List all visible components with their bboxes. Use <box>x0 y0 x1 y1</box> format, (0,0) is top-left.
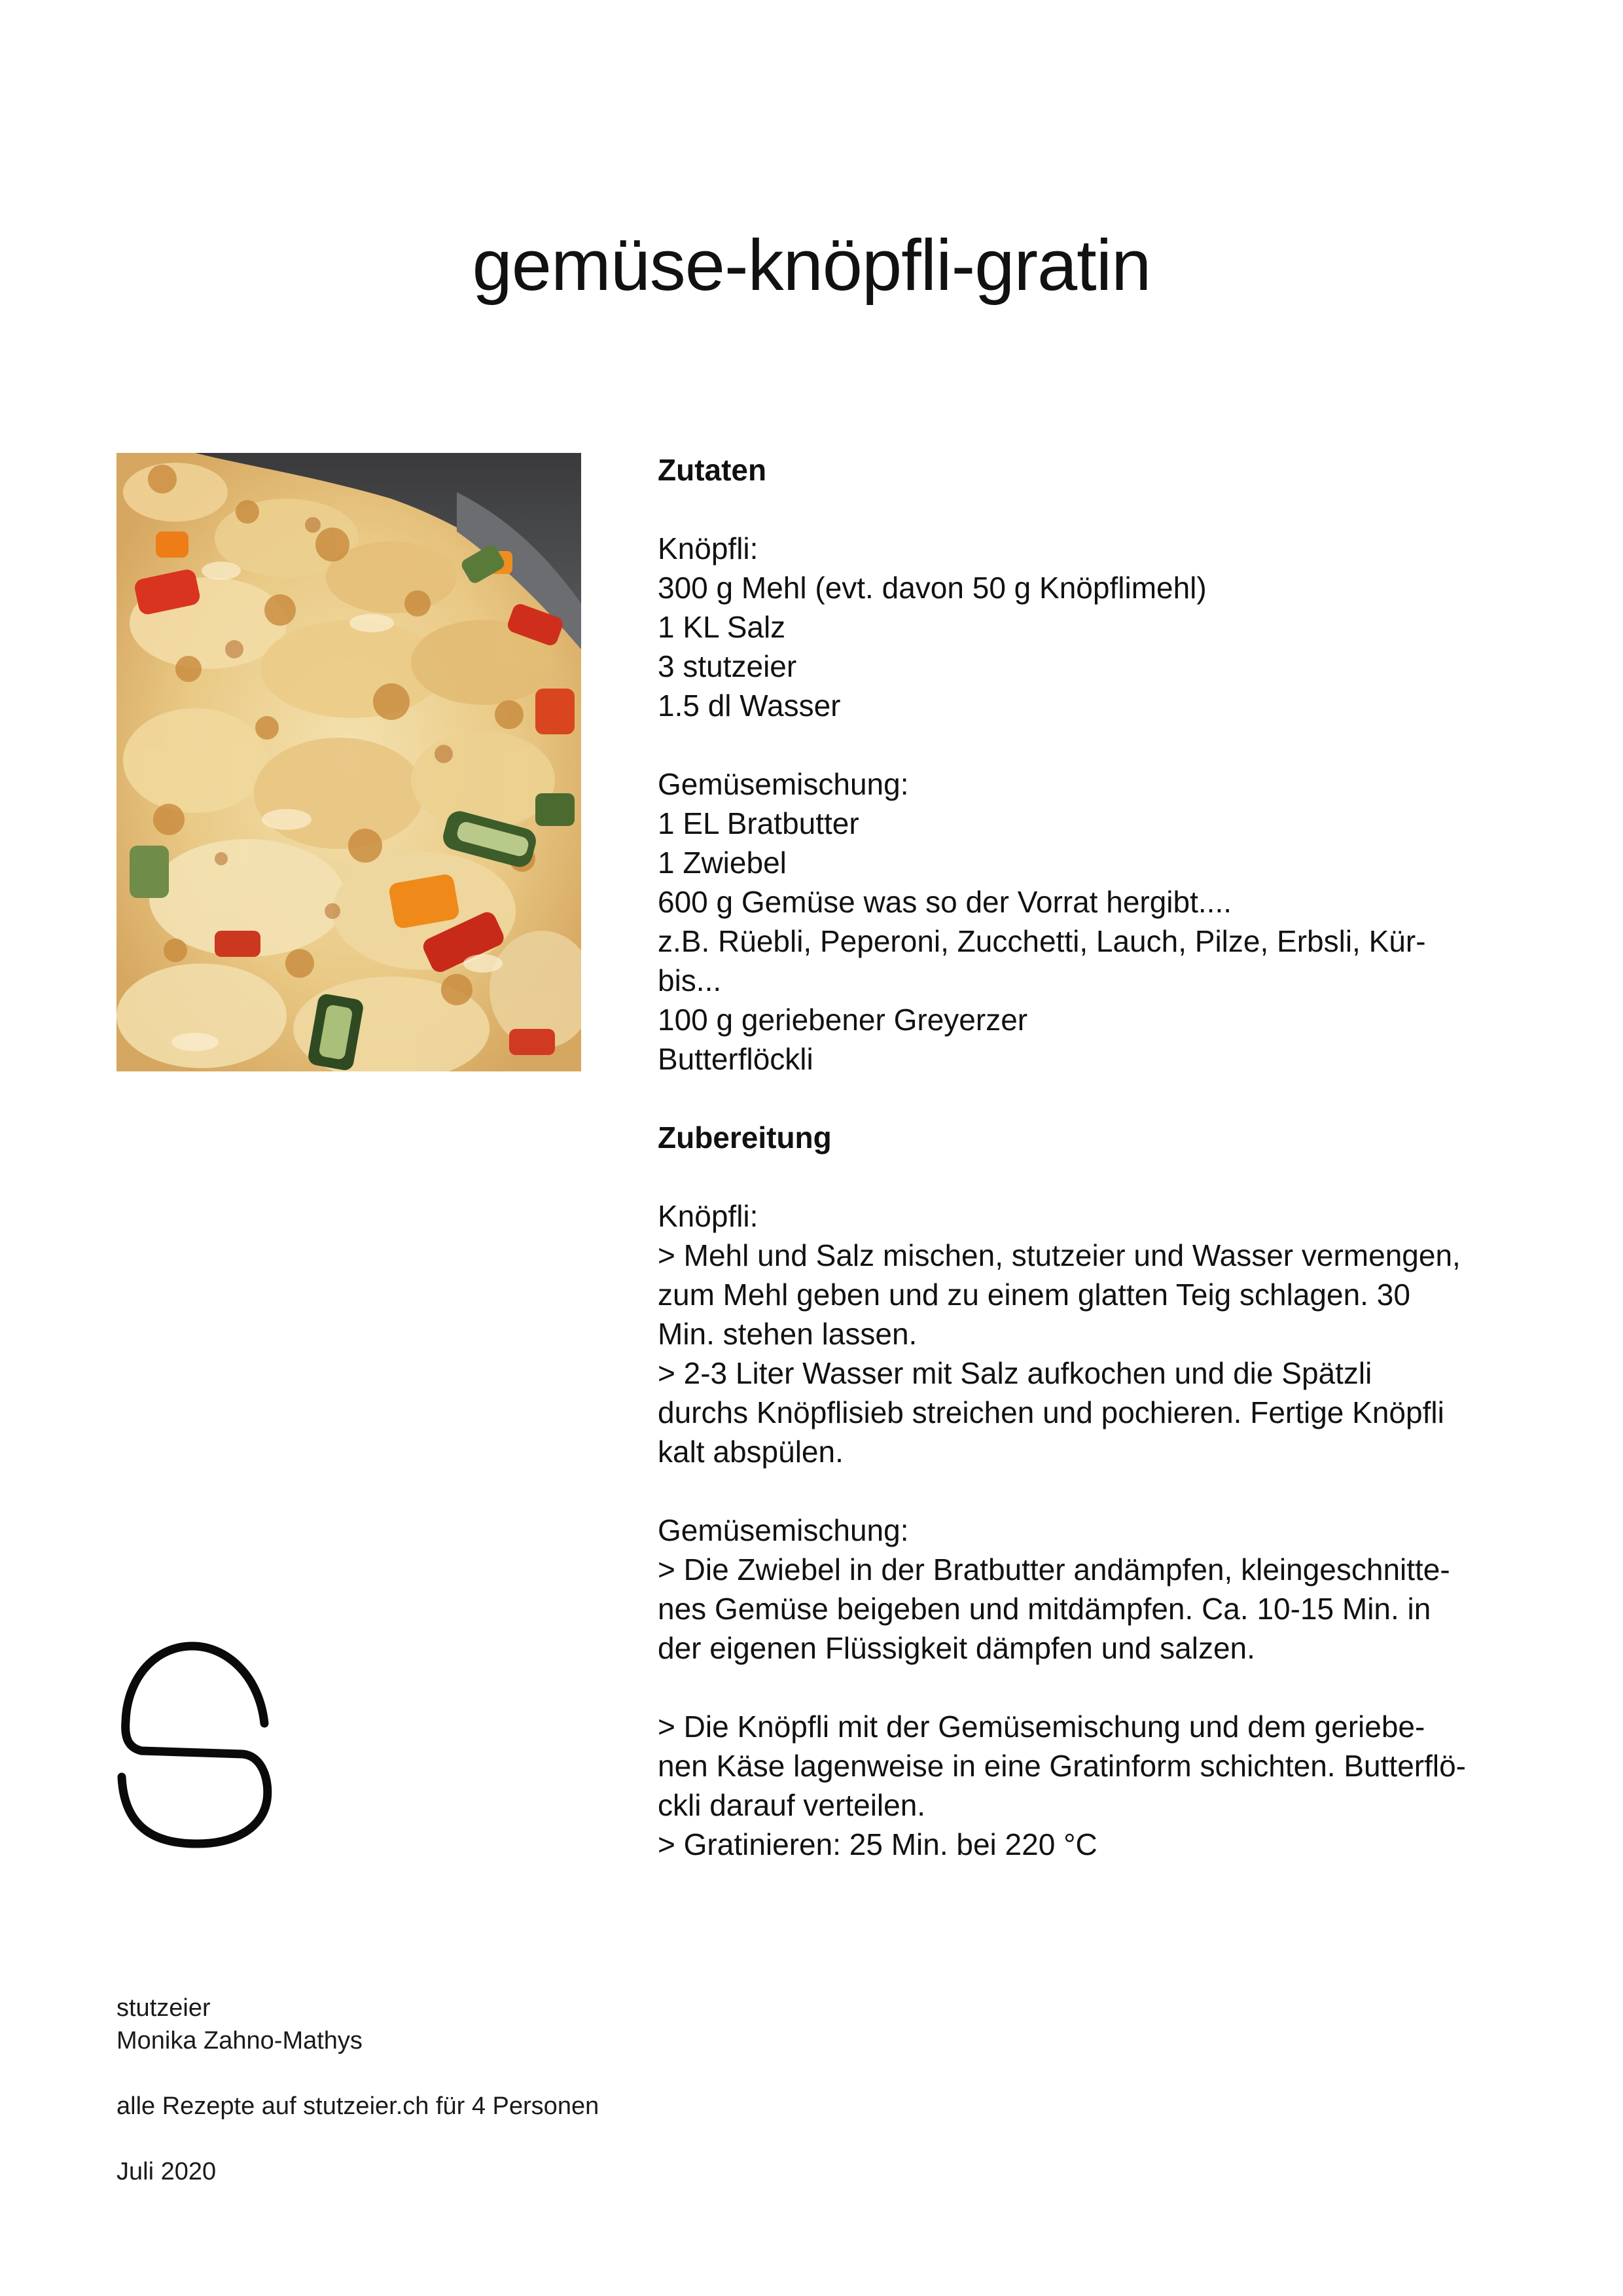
stutzeier-logo-icon <box>115 1640 276 1849</box>
preparation-line: > Die Zwiebel in der Bratbutter andämpfen, kleingeschnitte- <box>658 1552 1450 1587</box>
ingredients-gemuese-label: Gemüsemischung: <box>658 767 909 801</box>
ingredients-gemuese <box>658 764 1535 1079</box>
ingredients-knoepfli <box>658 529 1535 725</box>
preparation-heading: Zubereitung <box>658 1121 832 1155</box>
recipe-title: gemüse-knöpfli-gratin <box>472 225 1151 306</box>
recipe-content <box>658 450 1535 1864</box>
preparation-final <box>658 1707 1535 1864</box>
ingredient-line: 1 KL Salz <box>658 610 786 644</box>
ingredient-line: 100 g geriebener Greyerzer <box>658 1003 1028 1037</box>
gratin-photo <box>116 453 581 1071</box>
preparation-line: zum Mehl geben und zu einem glatten Teig schlagen. 30 <box>658 1278 1410 1312</box>
preparation-gemuese-label: Gemüsemischung: <box>658 1513 909 1547</box>
preparation-line: > Die Knöpfli mit der Gemüsemischung und dem geriebe- <box>658 1710 1425 1744</box>
ingredients-knoepfli-label: Knöpfli: <box>658 531 758 565</box>
preparation-gemuese <box>658 1511 1535 1668</box>
footer-author: Monika Zahno-Mathys <box>116 2027 363 2054</box>
footer-note: alle Rezepte auf stutzeier.ch für 4 Personen <box>116 2092 599 2120</box>
preparation-line: durchs Knöpflisieb streichen und pochieren. Fertige Knöpfli <box>658 1395 1444 1429</box>
preparation-line: > Gratinieren: 25 Min. bei 220 °C <box>658 1827 1097 1861</box>
footer <box>116 1992 599 2188</box>
ingredients-heading: Zutaten <box>658 453 767 487</box>
ingredient-line: bis... <box>658 963 722 997</box>
ingredient-line: z.B. Rüebli, Peperoni, Zucchetti, Lauch, Pilze, Erbsli, Kür- <box>658 924 1426 958</box>
ingredient-line: 1 Zwiebel <box>658 846 787 880</box>
ingredient-line: 600 g Gemüse was so der Vorrat hergibt.... <box>658 885 1232 919</box>
footer-date: Juli 2020 <box>116 2158 217 2185</box>
preparation-line: Min. stehen lassen. <box>658 1317 918 1351</box>
ingredient-line: 1 EL Bratbutter <box>658 806 859 840</box>
ingredient-line: Butterflöckli <box>658 1042 813 1076</box>
preparation-line: nen Käse lagenweise in eine Gratinform schichten. Butterflö- <box>658 1749 1466 1783</box>
preparation-knoepfli <box>658 1196 1535 1471</box>
preparation-line: > Mehl und Salz mischen, stutzeier und Wasser vermengen, <box>658 1238 1461 1272</box>
preparation-line: kalt abspülen. <box>658 1435 844 1469</box>
preparation-line: der eigenen Flüssigkeit dämpfen und salzen. <box>658 1631 1255 1665</box>
preparation-line: > 2-3 Liter Wasser mit Salz aufkochen und die Spätzli <box>658 1356 1372 1390</box>
ingredient-line: 3 stutzeier <box>658 649 797 683</box>
preparation-knoepfli-label: Knöpfli: <box>658 1199 758 1233</box>
ingredient-line: 300 g Mehl (evt. davon 50 g Knöpflimehl) <box>658 571 1207 605</box>
preparation-line: ckli darauf verteilen. <box>658 1788 926 1822</box>
footer-brand: stutzeier <box>116 1994 211 2022</box>
ingredient-line: 1.5 dl Wasser <box>658 689 841 723</box>
preparation-line: nes Gemüse beigeben und mitdämpfen. Ca. 10-15 Min. in <box>658 1592 1431 1626</box>
